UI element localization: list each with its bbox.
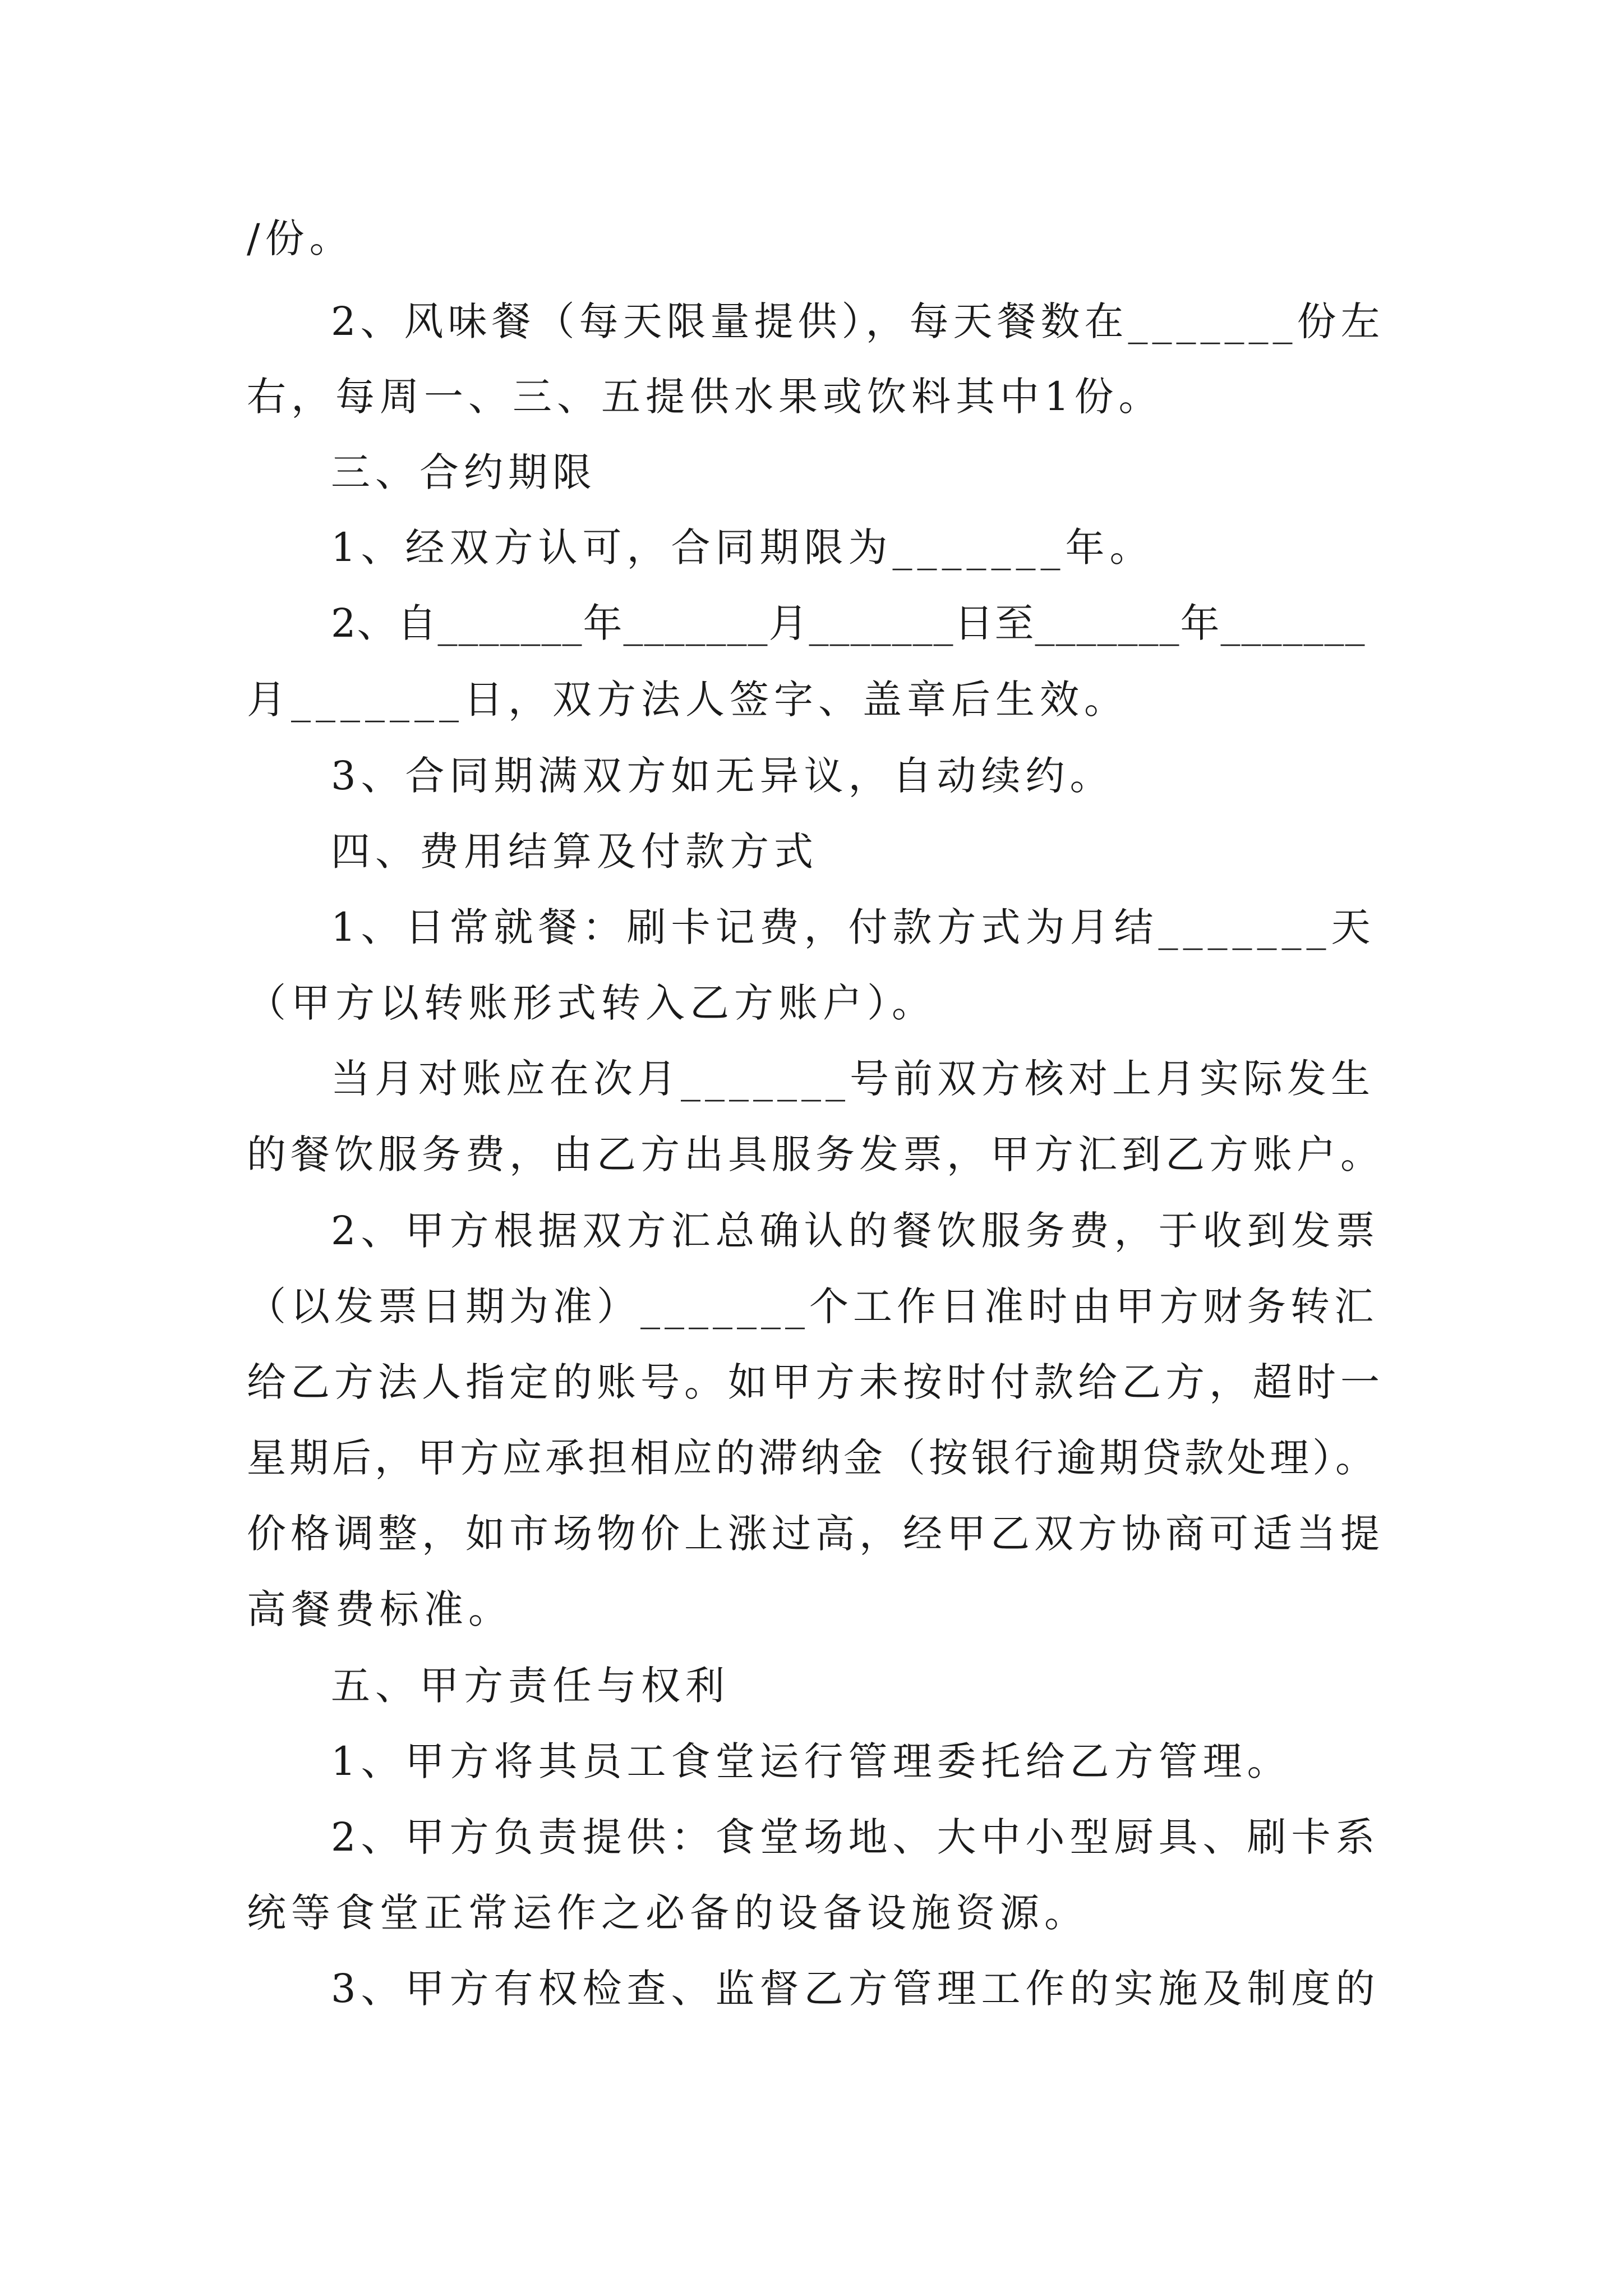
- text-line: 1、日常就餐：刷卡记费，付款方式为月结_______天: [331, 904, 1376, 950]
- text-line: 统等食堂正常运作之必备的设备设施资源。: [247, 1890, 1089, 1936]
- section-heading: 四、费用结算及付款方式: [331, 829, 818, 875]
- text-line: 1、甲方将其员工食堂运行管理委托给乙方管理。: [331, 1738, 1292, 1784]
- text-line: 1、经双方认可，合同期限为_______年。: [331, 524, 1154, 570]
- text-line: 右，每周一、三、五提供水果或饮料其中1份。: [247, 374, 1163, 420]
- text-line: 2、甲方根据双方汇总确认的餐饮服务费，于收到发票: [331, 1208, 1380, 1254]
- text-line: （以发票日期为准）_______个工作日准时由甲方财务转汇: [247, 1283, 1378, 1329]
- text-line: 的餐饮服务费，由乙方出具服务发票，甲方汇到乙方账户。: [247, 1131, 1384, 1177]
- text-line: 2、甲方负责提供：食堂场地、大中小型厨具、刷卡系: [331, 1814, 1380, 1860]
- text-line: 月_______日，双方法人签字、盖章后生效。: [247, 677, 1128, 723]
- section-heading: 五、甲方责任与权利: [331, 1663, 730, 1709]
- text-line: 高餐费标准。: [247, 1586, 513, 1632]
- text-line: 价格调整，如市场物价上涨过高，经甲乙双方协商可适当提: [247, 1511, 1384, 1557]
- text-line: （甲方以转账形式转入乙方账户）。: [247, 980, 936, 1026]
- text-line: /份。: [247, 215, 354, 261]
- text-line: 3、甲方有权检查、监督乙方管理工作的实施及制度的: [331, 1966, 1380, 2012]
- text-line: 星期后，甲方应承担相应的滞纳金（按银行逾期贷款处理）。: [247, 1435, 1378, 1481]
- text-line: 2、风味餐（每天限量提供），每天餐数在_______份左: [331, 298, 1385, 344]
- text-line: 给乙方法人指定的账号。如甲方未按时付款给乙方，超时一: [247, 1359, 1384, 1405]
- text-line: 3、合同期满双方如无异议，自动续约。: [331, 753, 1114, 799]
- text-line: 2、自_______年_______月_______日至_______年_______: [331, 600, 1366, 646]
- text-line: 当月对账应在次月_______号前双方核对上月实际发生: [331, 1056, 1375, 1102]
- section-heading: 三、合约期限: [331, 449, 597, 495]
